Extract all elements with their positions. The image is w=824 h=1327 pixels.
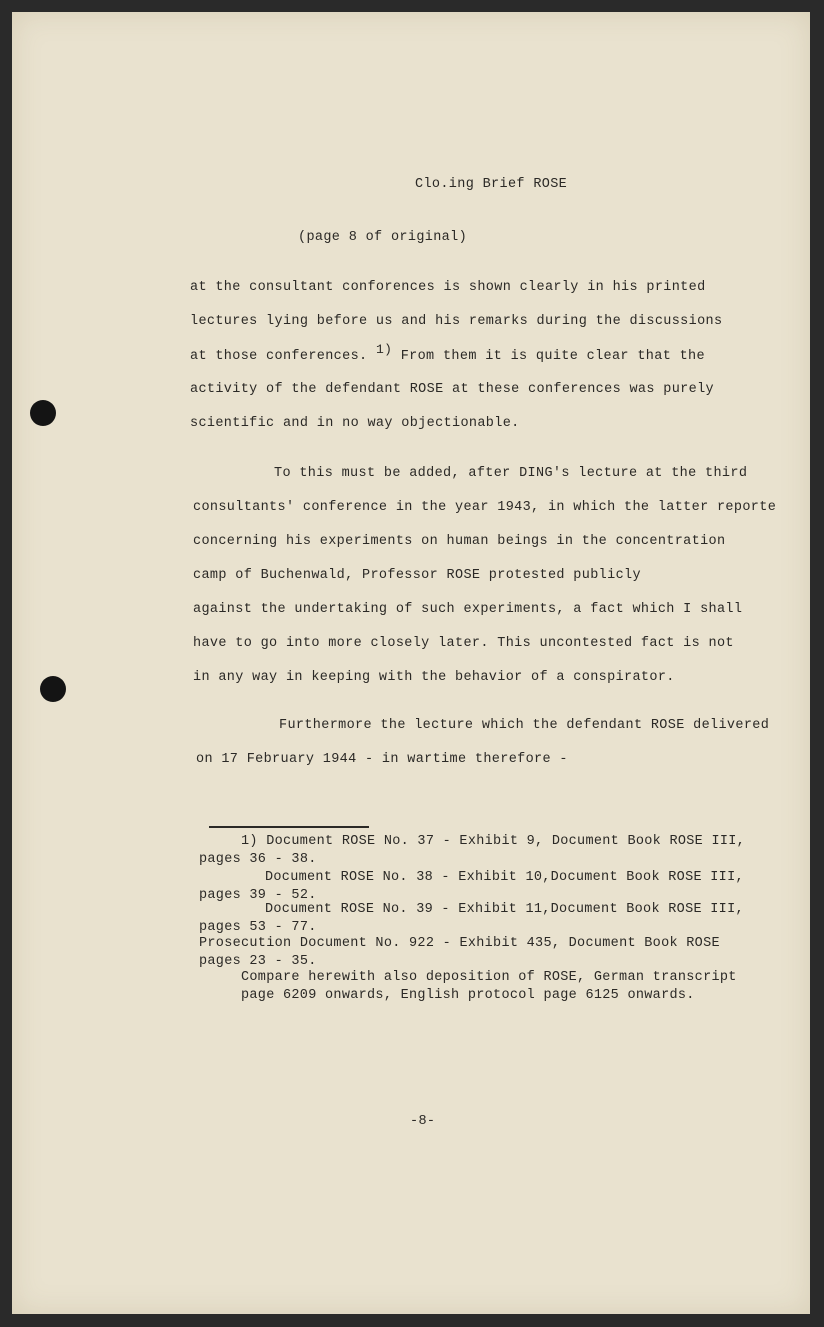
body-line: lectures lying before us and his remarks during the discussions [190,314,723,329]
body-line: To this must be added, after DING's lecture at the third [274,466,748,481]
document-title: Clo.ing Brief ROSE [415,177,568,192]
body-line: against the undertaking of such experiments, a fact which I shall [193,602,743,617]
body-line [190,342,705,364]
body-line: in any way in keeping with the behavior of a conspirator. [193,670,675,685]
body-line: scientific and in no way objectionable. [190,416,520,431]
body-line: consultants' conference in the year 1943, in which the latter reporte [193,500,777,515]
footnote-divider [209,826,369,828]
body-line: activity of the defendant ROSE at these conferences was purely [190,382,714,397]
footnote-line: page 6209 onwards, English protocol page 6125 onwards. [241,988,695,1003]
footnote-line: pages 53 - 77. [199,920,317,935]
footnote-line: 1) Document ROSE No. 37 - Exhibit 9, Document Book ROSE III, [241,834,746,849]
body-line: on 17 February 1944 - in wartime therefore - [196,752,568,767]
body-text: at those conferences. [190,349,368,364]
punch-hole [40,676,66,702]
footnote-line: Prosecution Document No. 922 - Exhibit 435, Document Book ROSE [199,936,720,951]
footnote-marker: 1) [375,342,393,357]
footnote-line: Document ROSE No. 39 - Exhibit 11,Document Book ROSE III, [265,902,744,917]
body-line: concerning his experiments on human beings in the concentration [193,534,726,549]
page-number: -8- [410,1114,436,1129]
footnote-line: pages 23 - 35. [199,954,317,969]
footnote-line: Document ROSE No. 38 - Exhibit 10,Document Book ROSE III, [265,870,744,885]
body-line: camp of Buchenwald, Professor ROSE protested publicly [193,568,641,583]
document-subtitle: (page 8 of original) [298,230,468,245]
body-line: at the consultant conforences is shown clearly in his printed [190,280,706,295]
document-page [12,12,810,1314]
footnote-line: Compare herewith also deposition of ROSE, German transcript [241,970,737,985]
footnote-line: pages 36 - 38. [199,852,317,867]
body-line: have to go into more closely later. This uncontested fact is not [193,636,734,651]
punch-hole [30,400,56,426]
footnote-line: pages 39 - 52. [199,888,317,903]
body-text: From them it is quite clear that the [400,349,705,364]
body-line: Furthermore the lecture which the defendant ROSE delivered [279,718,770,733]
